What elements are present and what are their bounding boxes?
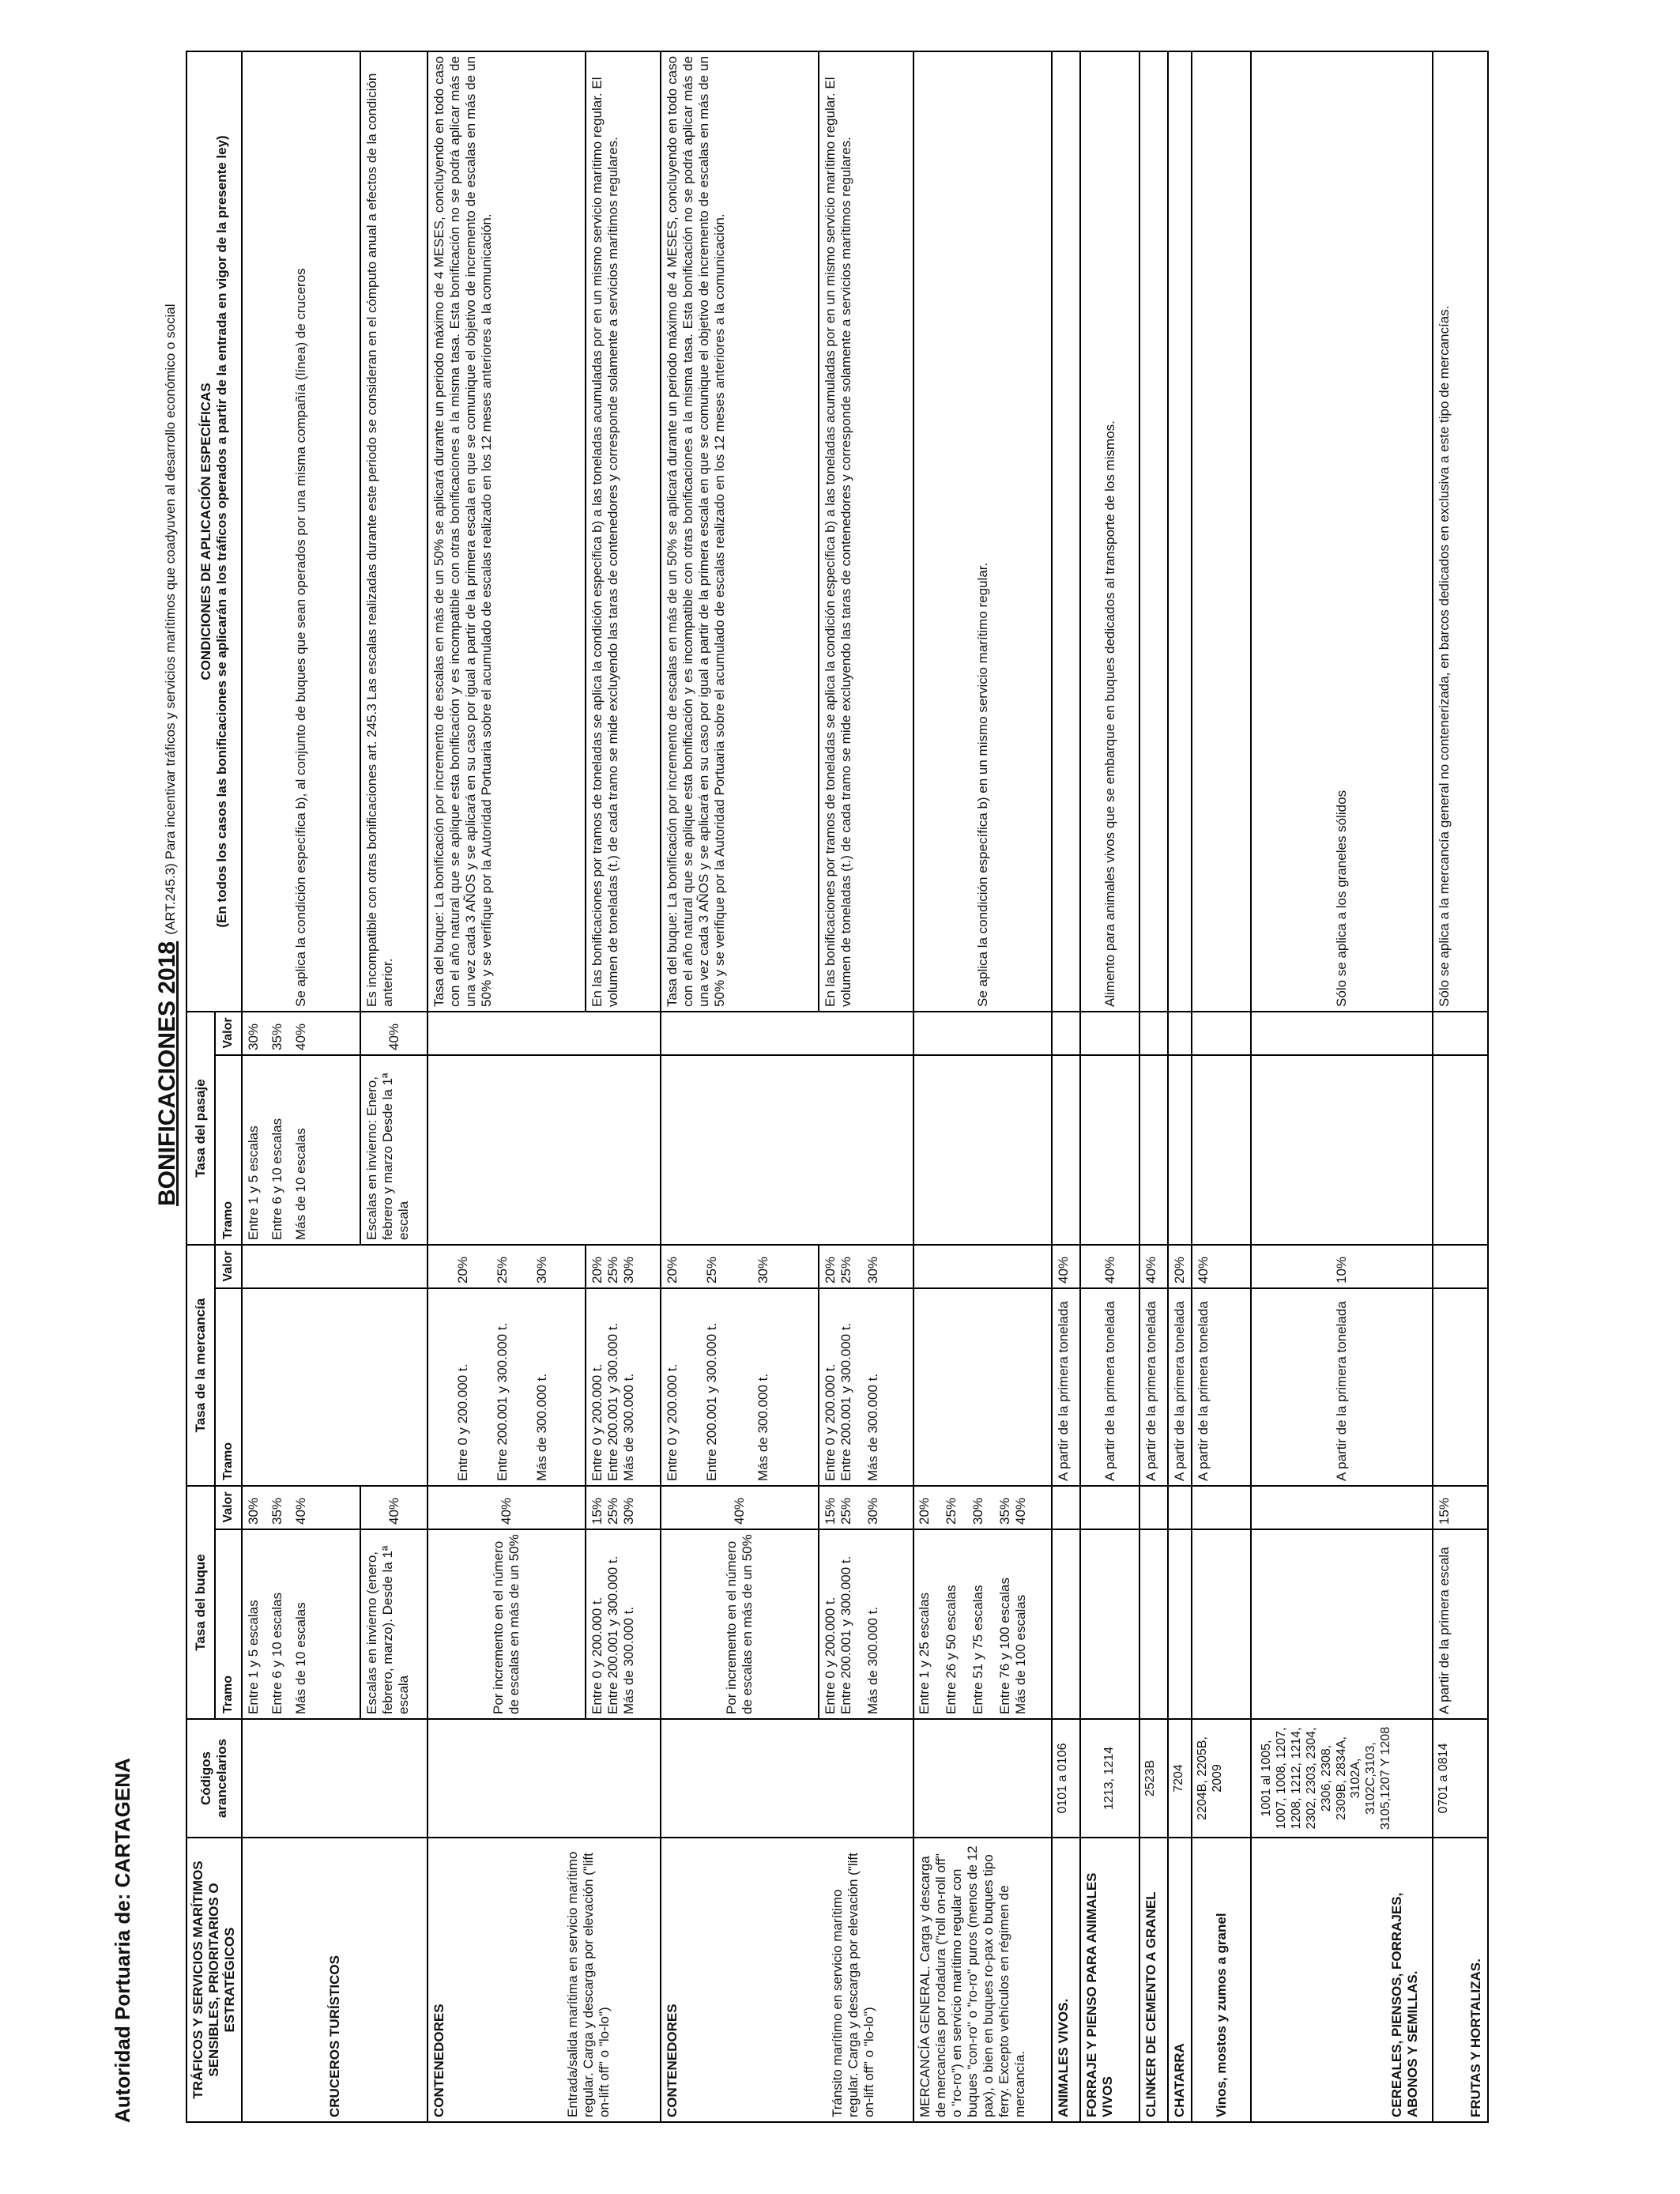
forraje-buque-tramo <box>1080 1529 1139 1719</box>
header-merc-valor: Valor <box>215 1245 242 1288</box>
tramo-line: Más de 300.000 t. <box>534 1373 550 1481</box>
cont2-buque-valor-toneladas <box>819 1486 913 1529</box>
mg-buque-tramo <box>913 1529 1052 1719</box>
mg-condicion: Se aplica la condición específica b) en un mismo servicio marítimo regular. <box>913 51 1052 1012</box>
animales-merc-tramo: A partir de la primera tonelada <box>1052 1288 1080 1486</box>
valor-line: 30% <box>534 1256 550 1284</box>
tramo-line: Entre 0 y 200.000 t. <box>665 1363 680 1481</box>
valor-line: 40% <box>1012 1497 1028 1525</box>
header-condiciones-title: CONDICIONES DE APLICACIÓN ESPECÍFICAS <box>198 383 214 680</box>
document-title <box>154 303 181 1206</box>
valor-line: 30% <box>865 1497 881 1525</box>
codes-contenedores-transito <box>661 1719 913 1838</box>
tramo-line: Más de 300.000 t. <box>755 1373 771 1481</box>
traffic-mercancia-general: MERCANCÍA GENERAL. Carga y descarga de mercancías por rodadura ("roll on-roll off" o "ro-ro") en servicio marítimo regular con buques "con-ro" o "ro-ro" puros (menos de 12 pax), o bien en buques ro-pax o buques tipo ferry. Excepto vehículos en régimen de mercancía. <box>913 1838 1052 2122</box>
cereales-pasaje-valor <box>1251 1012 1433 1055</box>
valor-line: 35% <box>996 1497 1012 1525</box>
valor-line: 20% <box>455 1256 471 1284</box>
cereales-pasaje-tramo <box>1251 1055 1433 1245</box>
header-row-top <box>186 51 215 2122</box>
tramo-line: Entre 0 y 200.000 t. <box>590 1596 605 1714</box>
mg-merc-valor <box>913 1245 1052 1288</box>
header-pasaje-valor: Valor <box>215 1012 242 1055</box>
tramo-line: Más de 100 escalas <box>1012 1594 1028 1714</box>
traffic-contenedores-entrada <box>428 1838 661 2122</box>
valor-line: 35% <box>269 1023 285 1050</box>
valor-line: 20% <box>823 1256 838 1284</box>
table-row-contenedores-transito-a <box>661 51 819 2122</box>
mg-buque-valor <box>913 1486 1052 1529</box>
clinker-buque-valor <box>1139 1486 1168 1529</box>
codes-cereales: 1001 al 1005, 1007, 1008, 1207, 1208, 1212, 1214, 2302, 2303, 2304, 2306, 2308, 2309B, 2834A, 3102A, 3102C,3103, 3105,1207 Y 1208 <box>1251 1719 1433 1838</box>
cereales-buque-tramo <box>1251 1529 1433 1719</box>
mg-merc-tramo <box>913 1288 1052 1486</box>
table-row-animales-vivos <box>1052 51 1080 2122</box>
table-row-clinker <box>1139 51 1168 2122</box>
valor-line: 40% <box>293 1497 309 1525</box>
tramo-line: Entre 200.001 y 300.000 t. <box>838 1322 854 1481</box>
codes-forraje: 1213, 1214 <box>1080 1719 1139 1838</box>
valor-line: 20% <box>665 1256 680 1284</box>
vinos-merc-tramo: A partir de la primera tonelada <box>1192 1288 1251 1486</box>
title-subtitle: (ART.245.3) Para incentivar tráficos y servicios marítimos que coadyuven al desarrollo económico o social <box>163 303 178 935</box>
cruceros-condicion-2: Es incompatible con otras bonificaciones art. 245.3 Las escalas realizadas durante este periodo se consideran en el cómputo anual a efectos de la condición anterior. <box>360 51 428 1012</box>
table-row-cruceros-a <box>242 51 360 2122</box>
valor-line: 25% <box>943 1497 959 1525</box>
tramo-line: Entre 0 y 200.000 t. <box>455 1363 471 1481</box>
bonificaciones-table <box>186 51 1489 2123</box>
header-condiciones-sub: (En todos los casos las bonificaciones se aplicarán a los tráficos operados a partir de la entrada en vigor de la presente ley) <box>214 135 230 928</box>
vinos-pasaje-tramo <box>1192 1055 1251 1245</box>
traffic-chatarra: CHATARRA <box>1168 1838 1192 2122</box>
contenedores-title: CONTENEDORES <box>431 2004 447 2117</box>
frutas-condicion: Sólo se aplica a la mercancía general no contenerizada, en barcos dedicados en exclusiva a este tipo de mercancías. <box>1433 51 1488 1012</box>
table-row-frutas <box>1433 51 1488 2122</box>
forraje-merc-tramo: A partir de la primera tonelada <box>1080 1288 1139 1486</box>
frutas-buque-tramo: A partir de la primera escala <box>1433 1529 1488 1719</box>
tramo-line: Entre 6 y 10 escalas <box>269 1118 285 1240</box>
contenedores-title: CONTENEDORES <box>665 2004 680 2117</box>
cont1-condicion-buque: Tasa del buque: La bonificación por incremento de escalas en más de un 50% se aplicará durante un periodo máximo de 4 MESES, concluyendo en todo caso con el año natural que se aplique esta bonificación y es incompatible con otras bonificaciones a la misma tasa. Esta bonificación no se podrá aplicar más de una vez cada 3 AÑOS y se aplicará en su caso por igual a partir de la primera escala en que se comunique el objetivo de incremento de escalas en más de un 50% y se verifique por la Autoridad Portuaria sobre el acumulado de escalas realizado en los 12 meses anteriores a la comunicación. <box>428 51 586 1012</box>
cont1-buque-tramo-incremento: Por incremento en el número de escalas en más de un 50% <box>428 1529 586 1719</box>
table-row-forraje <box>1080 51 1139 2122</box>
cont1-buque-tramo-toneladas <box>586 1529 661 1719</box>
valor-line: 25% <box>495 1256 510 1284</box>
header-tasa-pasaje: Tasa del pasaje <box>186 1012 215 1245</box>
cereales-merc-tramo: A partir de la primera tonelada <box>1251 1288 1433 1486</box>
header-buque-tramo: Tramo <box>215 1529 242 1719</box>
codes-frutas: 0701 a 0814 <box>1433 1719 1488 1838</box>
traffic-animales: ANIMALES VIVOS. <box>1052 1838 1080 2122</box>
cont2-merc-tramo-b <box>819 1288 913 1486</box>
vinos-pasaje-valor <box>1192 1012 1251 1055</box>
tramo-line: Entre 1 y 5 escalas <box>246 1125 262 1240</box>
tramo-line: Entre 0 y 200.000 t. <box>823 1363 838 1481</box>
valor-line: 25% <box>838 1256 854 1284</box>
tramo-line: Entre 200.001 y 300.000 t. <box>605 1322 621 1481</box>
frutas-pasaje-valor <box>1433 1012 1488 1055</box>
tramo-line: Entre 200.001 y 300.000 t. <box>605 1555 621 1714</box>
tramo-line: Entre 200.001 y 300.000 t. <box>838 1555 854 1714</box>
traffic-cereales: CEREALES, PIENSOS, FORRAJES, ABONOS Y SEMILLAS. <box>1251 1838 1433 2122</box>
valor-line: 30% <box>621 1256 637 1284</box>
chatarra-pasaje-valor <box>1168 1012 1192 1055</box>
vinos-merc-valor: 40% <box>1192 1245 1251 1288</box>
cont1-condicion-toneladas: En las bonificaciones por tramos de toneladas se aplica la condición específica b) a las toneladas acumuladas por en un mismo servicio marítimo regular. El volumen de toneladas (t.) de cada tramo se mide excluyendo las taras de contenedores y corresponde solamente a servicios marítimos regulares. <box>586 51 661 1012</box>
frutas-pasaje-tramo <box>1433 1055 1488 1245</box>
codes-cruceros <box>242 1719 428 1838</box>
cont2-condicion-buque: Tasa del buque: La bonificación por incremento de escalas en más de un 50% se aplicará durante un periodo máximo de 4 MESES, concluyendo en todo caso con el año natural que se aplique esta bonificación y es incompatible con otras bonificaciones a la misma tasa. Esta bonificación no se podrá aplicar más de una vez cada 3 AÑOS y se aplicará en su caso por igual a partir de la primera escala en que se comunique el objetivo de incremento de escalas en más de un 50% y se verifique por la Autoridad Portuaria sobre el acumulado de escalas realizado en los 12 meses anteriores a la comunicación. <box>661 51 819 1012</box>
codes-chatarra: 7204 <box>1168 1719 1192 1838</box>
tramo-line: Entre 0 y 200.000 t. <box>590 1363 605 1481</box>
tramo-line: Entre 76 y 100 escalas <box>996 1578 1012 1714</box>
tramo-line: Más de 300.000 t. <box>621 1373 637 1481</box>
header-buque-valor: Valor <box>215 1486 242 1529</box>
traffic-forraje: FORRAJE Y PIENSO PARA ANIMALES VIVOS <box>1080 1838 1139 2122</box>
clinker-merc-valor: 40% <box>1139 1245 1168 1288</box>
traffic-vinos: Vinos, mostos y zumos a granel <box>1192 1838 1251 2122</box>
table-row-contenedores-entrada-a <box>428 51 586 2122</box>
forraje-pasaje-valor <box>1080 1012 1139 1055</box>
cruceros-pasaje-valor-invierno: 40% <box>360 1012 428 1055</box>
cont1-merc-tramo-b <box>586 1288 661 1486</box>
header-trafico: TRÁFICOS Y SERVICIOS MARÍTIMOS SENSIBLES, PRIORITARIOS O ESTRATÉGICOS <box>186 1838 242 2122</box>
valor-line: 30% <box>865 1256 881 1284</box>
valor-line: 15% <box>823 1497 838 1525</box>
traffic-contenedores-transito <box>661 1838 913 2122</box>
mg-pasaje-valor <box>913 1012 1052 1055</box>
cruceros-pasaje-valor <box>242 1012 360 1055</box>
valor-line: 20% <box>917 1497 932 1525</box>
tramo-line: Más de 300.000 t. <box>865 1373 881 1481</box>
valor-line: 35% <box>269 1497 285 1525</box>
clinker-merc-tramo: A partir de la primera tonelada <box>1139 1288 1168 1486</box>
animales-pasaje-tramo <box>1052 1055 1080 1245</box>
cruceros-buque-valor <box>242 1486 360 1529</box>
tramo-line: Entre 0 y 200.000 t. <box>823 1596 838 1714</box>
chatarra-pasaje-tramo <box>1168 1055 1192 1245</box>
header-pasaje-tramo: Tramo <box>215 1055 242 1245</box>
tramo-line: Más de 300.000 t. <box>621 1606 637 1714</box>
forraje-condicion: Alimento para animales vivos que se embarque en buques dedicados al transporte de los mismos. <box>1080 51 1139 1012</box>
clinker-buque-tramo <box>1139 1529 1168 1719</box>
valor-line: 25% <box>605 1256 621 1284</box>
cont2-buque-valor-incremento: 40% <box>661 1486 819 1529</box>
chatarra-condicion <box>1168 51 1192 1012</box>
animales-buque-tramo <box>1052 1529 1080 1719</box>
mg-pasaje-tramo <box>913 1055 1052 1245</box>
frutas-merc-valor <box>1433 1245 1488 1288</box>
header-condiciones <box>186 51 242 1012</box>
header-merc-tramo: Tramo <box>215 1288 242 1486</box>
cruceros-buque-valor-invierno: 40% <box>360 1486 428 1529</box>
cont2-pasaje-valor <box>661 1012 913 1055</box>
cruceros-merc-tramo <box>242 1288 428 1486</box>
animales-buque-valor <box>1052 1486 1080 1529</box>
cont2-buque-tramo-incremento: Por incremento en el número de escalas en más de un 50% <box>661 1529 819 1719</box>
valor-line: 30% <box>246 1023 262 1050</box>
contenedores-desc: Entrada/salida marítima en servicio marítimo regular. Carga y descarga por elevación ("lift on-lift off" o "lo-lo") <box>565 1851 612 2117</box>
cont1-buque-valor-incremento: 40% <box>428 1486 586 1529</box>
tramo-line: Entre 200.001 y 300.000 t. <box>495 1322 510 1481</box>
codes-vinos: 2204B, 2205B, 2009 <box>1192 1719 1251 1838</box>
chatarra-buque-tramo <box>1168 1529 1192 1719</box>
valor-line: 30% <box>755 1256 771 1284</box>
vinos-buque-valor <box>1192 1486 1251 1529</box>
cont1-buque-valor-toneladas <box>586 1486 661 1529</box>
forraje-merc-valor: 40% <box>1080 1245 1139 1288</box>
cont2-merc-tramo-a <box>661 1288 819 1486</box>
contenedores-desc: Tránsito marítimo en servicio marítimo regular. Carga y descarga por elevación ("lift on-lift off" o "lo-lo") <box>830 1853 877 2117</box>
table-row-chatarra <box>1168 51 1192 2122</box>
cont2-buque-tramo-toneladas <box>819 1529 913 1719</box>
table-row-vinos <box>1192 51 1251 2122</box>
table-row-cereales <box>1251 51 1433 2122</box>
cruceros-pasaje-tramo <box>242 1055 360 1245</box>
frutas-buque-valor: 15% <box>1433 1486 1488 1529</box>
traffic-clinker: CLINKER DE CEMENTO A GRANEL <box>1139 1838 1168 2122</box>
cont1-merc-valor-a <box>428 1245 586 1288</box>
animales-merc-valor: 40% <box>1052 1245 1080 1288</box>
cont1-pasaje-tramo <box>428 1055 661 1245</box>
vinos-buque-tramo <box>1192 1529 1251 1719</box>
cont2-merc-valor-b <box>819 1245 913 1288</box>
animales-pasaje-valor <box>1052 1012 1080 1055</box>
header-tasa-buque: Tasa del buque <box>186 1486 215 1719</box>
traffic-cruceros: CRUCEROS TURÍSTICOS <box>242 1838 428 2122</box>
valor-line: 25% <box>605 1497 621 1525</box>
codes-animales: 0101 a 0106 <box>1052 1719 1080 1838</box>
cont1-merc-tramo-a <box>428 1288 586 1486</box>
valor-line: 30% <box>970 1497 985 1525</box>
cont1-merc-valor-b <box>586 1245 661 1288</box>
cereales-buque-valor <box>1251 1486 1433 1529</box>
valor-line: 25% <box>704 1256 720 1284</box>
chatarra-merc-valor: 20% <box>1168 1245 1192 1288</box>
cont1-pasaje-valor <box>428 1012 661 1055</box>
tramo-line: Entre 1 y 5 escalas <box>246 1600 262 1714</box>
cont2-condicion-toneladas: En las bonificaciones por tramos de toneladas se aplica la condición específica b) a las toneladas acumuladas por en un mismo servicio marítimo regular. El volumen de toneladas (t.) de cada tramo se mide excluyendo las taras de contenedores y corresponde solamente a servicios marítimos regulares. <box>819 51 913 1012</box>
cereales-condicion: Sólo se aplica a los graneles sólidos <box>1251 51 1433 1012</box>
tramo-line: Entre 51 y 75 escalas <box>970 1585 985 1714</box>
cruceros-merc-valor <box>242 1245 428 1288</box>
authority-heading: Autoridad Portuaria de: CARTAGENA <box>111 1758 134 2123</box>
clinker-pasaje-tramo <box>1139 1055 1168 1245</box>
vinos-condicion <box>1192 51 1251 1012</box>
cruceros-condicion-1: Se aplica la condición específica b), al conjunto de buques que sean operados por una misma compañía (línea) de cruceros <box>242 51 360 1012</box>
forraje-pasaje-tramo <box>1080 1055 1139 1245</box>
animales-condicion <box>1052 51 1080 1012</box>
clinker-pasaje-valor <box>1139 1012 1168 1055</box>
valor-line: 20% <box>590 1256 605 1284</box>
codes-clinker: 2523B <box>1139 1719 1168 1838</box>
traffic-frutas: FRUTAS Y HORTALIZAS. <box>1433 1838 1488 2122</box>
cruceros-buque-tramo-invierno: Escalas en invierno (enero, febrero, marzo). Desde la 1ª escala <box>360 1529 428 1719</box>
cereales-merc-valor: 10% <box>1251 1245 1433 1288</box>
codes-mercancia-general <box>913 1719 1052 1838</box>
cont2-pasaje-tramo <box>661 1055 913 1245</box>
tramo-line: Entre 6 y 10 escalas <box>269 1592 285 1714</box>
valor-line: 40% <box>293 1023 309 1050</box>
tramo-line: Entre 26 y 50 escalas <box>943 1585 959 1714</box>
frutas-merc-tramo <box>1433 1288 1488 1486</box>
valor-line: 15% <box>590 1497 605 1525</box>
tramo-line: Entre 1 y 25 escalas <box>917 1592 932 1714</box>
tramo-line: Más de 10 escalas <box>293 1128 309 1240</box>
valor-line: 25% <box>838 1497 854 1525</box>
chatarra-buque-valor <box>1168 1486 1192 1529</box>
valor-line: 30% <box>621 1497 637 1525</box>
cruceros-pasaje-tramo-invierno: Escalas en invierno: Enero, febrero y marzo Desde la 1ª escala <box>360 1055 428 1245</box>
title-main: BONIFICACIONES 2018 <box>154 941 180 1206</box>
header-codigos: Códigos arancelarios <box>186 1719 242 1838</box>
tramo-line: Entre 200.001 y 300.000 t. <box>704 1322 720 1481</box>
chatarra-merc-tramo: A partir de la primera tonelada <box>1168 1288 1192 1486</box>
forraje-buque-valor <box>1080 1486 1139 1529</box>
clinker-condicion <box>1139 51 1168 1012</box>
cruceros-buque-tramo <box>242 1529 360 1719</box>
header-tasa-mercancia: Tasa de la mercancía <box>186 1245 215 1486</box>
table-row-mercancia-general <box>913 51 1052 2122</box>
codes-contenedores-entrada <box>428 1719 661 1838</box>
cont2-merc-valor-a <box>661 1245 819 1288</box>
tramo-line: Más de 10 escalas <box>293 1602 309 1714</box>
tramo-line: Más de 300.000 t. <box>865 1606 881 1714</box>
valor-line: 30% <box>246 1497 262 1525</box>
